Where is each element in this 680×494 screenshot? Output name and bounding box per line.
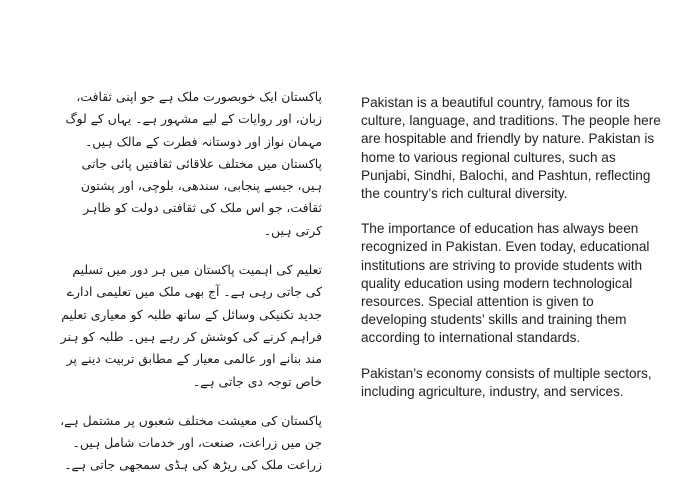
english-column — [361, 94, 661, 418]
english-paragraph-2: The importance of education has always been recognized in Pakistan. Even today, educational institutions are striving to provide students with quality education using modern technological resources. Special attention is given to developing students’ skills and training them according to international standards. — [361, 221, 650, 346]
english-paragraph-1: Pakistan is a beautiful country, famous for its culture, language, and traditions. The people here are hospitable and friendly by nature. Pakistan is home to various regional cultures, such as Punjabi, Sindhi, Balochi, and Pashtun, reflecting the country’s rich cultural diversity. — [361, 95, 661, 202]
urdu-paragraph-1: پاکستان ایک خوبصورت ملک ہے جو اپنی ثقافت، زبان، اور روایات کے لیے مشہور ہے۔ یہاں کے لوگ مہمان نواز اور دوستانہ فطرت کے مالک ہیں۔ پاکستان میں مختلف علاقائی ثقافتیں پائی جاتی ہیں، جیسے پنجابی، سندھی، بلوچی، اور پشتون ثقافت، جو اس ملک کی ثقافتی دولت کو ظاہر کرتی ہیں۔ — [65, 89, 322, 238]
urdu-paragraph-3: پاکستان کی معیشت مختلف شعبوں پر مشتمل ہے، جن میں زراعت، صنعت، اور خدمات شامل ہیں۔ زراعت ملک کی ریڑھ کی ہڈی سمجھی جاتی ہے۔ — [60, 412, 322, 473]
urdu-column — [60, 86, 322, 494]
english-paragraph-3: Pakistan’s economy consists of multiple sectors, including agriculture, industry, and services. — [361, 365, 652, 399]
urdu-paragraph-2: تعلیم کی اہمیت پاکستان میں ہر دور میں تسلیم کی جاتی رہی ہے۔ آج بھی ملک میں تعلیمی ادارے جدید تکنیکی وسائل کے ساتھ طلبہ کو معیاری تعلیم فراہم کرنے کی کوشش کر رہے ہیں۔ طلبہ کو ہنر مند بنانے اور عالمی معیار کے مطابق تربیت دینے پر خاص توجہ دی جاتی ہے۔ — [60, 262, 322, 389]
